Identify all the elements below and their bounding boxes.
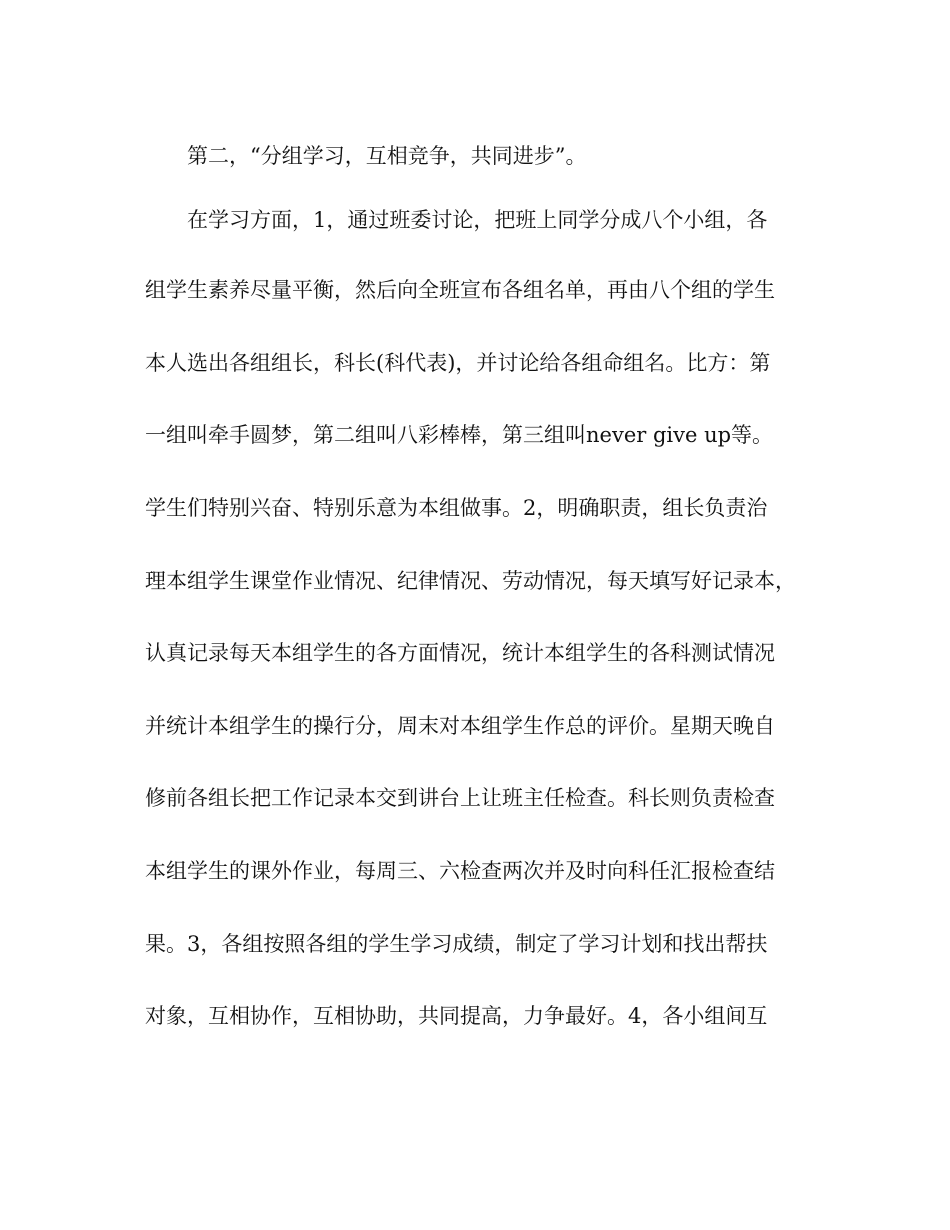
paragraph-line: 在学习方面，1，通过班委讨论，把班上同学分成八个小组，各 — [187, 208, 768, 232]
paragraph-line: 本组学生的课外作业，每周三、六检查两次并及时向科任汇报检查结 — [145, 859, 775, 883]
paragraph-line: 本人选出各组组长，科长(科代表)，并讨论给各组命组名。比方：第 — [145, 351, 771, 375]
paragraph-line: 修前各组长把工作记录本交到讲台上让班主任检查。科长则负责检查 — [145, 786, 775, 810]
paragraph-line: 理本组学生课堂作业情况、纪律情况、劳动情况，每天填写好记录本， — [145, 569, 796, 593]
paragraph-line: 学生们特别兴奋、特别乐意为本组做事。2，明确职责，组长负责治 — [145, 496, 768, 520]
paragraph-line: 组学生素养尽量平衡，然后向全班宣布各组名单，再由八个组的学生 — [145, 278, 775, 302]
paragraph-line: 果。3，各组按照各组的学生学习成绩，制定了学习计划和找出帮扶 — [145, 932, 768, 956]
paragraph-line: 认真记录每天本组学生的各方面情况，统计本组学生的各科测试情况 — [145, 641, 775, 665]
heading-line: 第二，“分组学习，互相竞争，共同进步”。 — [187, 144, 587, 168]
paragraph-line: 并统计本组学生的操行分，周末对本组学生作总的评价。星期天晚自 — [145, 714, 775, 738]
paragraph-line: 一组叫牵手圆梦，第二组叫八彩棒棒，第三组叫never give up等。 — [145, 423, 774, 447]
paragraph-line: 对象，互相协作，互相协助，共同提高，力争最好。4，各小组间互 — [145, 1004, 768, 1028]
